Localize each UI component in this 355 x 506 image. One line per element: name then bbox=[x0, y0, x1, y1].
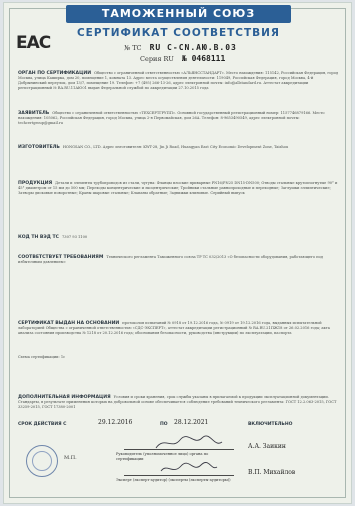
scheme-text: Схема сертификации: 1с bbox=[18, 355, 66, 359]
series-label: Серия RU bbox=[140, 55, 174, 63]
expert-name: В.П. Михайлов bbox=[248, 469, 296, 476]
product-text: Детали и элементы трубопроводов из стали, чугуна: Фланцы плоские приварные PN16/PN25 DN15-DN500; Отводы стальные крутоизогнутые 90° и 45° диаметром от 15 мм до 500 мм; Переходы концентрические и эксцентрические; Тройники стальные равнопроходные и переходные; Заглушки эллиптические; Затворы дисковые поворотные; Краны шаровые стальные; Клапаны обратные; Задвижки клиновые. Серийный выпуск bbox=[18, 181, 338, 195]
series-number bbox=[140, 54, 225, 63]
stamp-mark: М.П. bbox=[64, 455, 77, 461]
expert-role: Эксперт (эксперт-аудитор) (эксперты (эксперты-аудиторы)) bbox=[116, 478, 231, 482]
certification-body-heading: ОРГАН ПО СЕРТИФИКАЦИИ bbox=[18, 71, 92, 76]
manufacturer-heading: ИЗГОТОВИТЕЛЬ bbox=[18, 145, 60, 150]
validity-from-date: 29.12.2016 bbox=[98, 419, 133, 426]
validity-from-label: СРОК ДЕЙСТВИЯ С bbox=[18, 422, 67, 427]
applicant-heading: ЗАЯВИТЕЛЬ bbox=[18, 111, 50, 116]
additional-info-heading: ДОПОЛНИТЕЛЬНАЯ ИНФОРМАЦИЯ bbox=[18, 395, 111, 400]
basis-text: протоколов испытаний № 0918 от 19.12.2016 года, № 0919 от 19.12.2016 года, выданных испытательной лабораторией Общества с ограниченной ответственностью «СДС-ЭКСПЕРТ», аттестат аккредитации регистрационный № RA.RU.21ПЖ18 от 26.02.2016 года; акта анализа состояния производства № 1218 от 20.12.2016 года; обоснования безопасности, руководства (инструкции) по эксплуатации, паспорта bbox=[18, 321, 330, 335]
additional-info-section bbox=[18, 395, 340, 410]
product-heading: ПРОДУКЦИЯ bbox=[18, 181, 53, 186]
head-role: Руководитель (уполномоченное лицо) органа по сертификации bbox=[116, 452, 209, 461]
certificate-title: СЕРТИФИКАТ СООТВЕТСТВИЯ bbox=[76, 27, 281, 39]
tnved-heading: КОД ТН ВЭД ТС bbox=[18, 235, 59, 240]
certificate-sheet bbox=[3, 2, 352, 504]
eac-mark: EAC bbox=[16, 33, 51, 53]
scheme-section bbox=[18, 355, 340, 360]
validity-to-label: ПО bbox=[160, 422, 168, 427]
compliance-section bbox=[18, 255, 340, 265]
tnved-code: 7307 93 1100 bbox=[62, 235, 88, 239]
applicant-text: Общество с ограниченной ответственностью «ТЕХСЕРТГРУПП». Основной государственный регистрационный номер: 1157746879166. Место нахождения: 105062, Российская Федерация, город Москва, улица 2-я Первомайская, дом 26А. Телефон: 8-9653490549, адрес электронной почты: techcertgroup@gmail.ru bbox=[18, 111, 325, 125]
head-name: А.А. Заикин bbox=[248, 443, 286, 450]
basis-heading: СЕРТИФИКАТ ВЫДАН НА ОСНОВАНИИ bbox=[18, 321, 120, 326]
validity-to-date: 28.12.2021 bbox=[174, 419, 209, 426]
manufacturer-text: HONGSAN CO., LTD. Адрес изготовителя: KWT-28, Jin Ji Road, Huangyan East City Economic Development Zone, Taizhou bbox=[62, 145, 289, 149]
manufacturer-section bbox=[18, 145, 340, 150]
applicant-section bbox=[18, 111, 340, 126]
customs-union-banner: ТАМОЖЕННЫЙ СОЮЗ bbox=[66, 5, 291, 23]
official-seal bbox=[26, 445, 58, 477]
compliance-text: Технического регламента Таможенного союза ТР ТС 032/2013 «О безопасности оборудования, работающего под избыточным давлением» bbox=[18, 255, 324, 264]
tnved-section bbox=[18, 235, 340, 240]
certification-body-text: Общество с ограниченной ответственностью «АЛЬЯНССТАНДАРТ». Место нахождения: 115142, Российская Федерация, город Москва, улица Каширка, дом 20, помещение 1, комната 13. Адрес места осуществления деятельности: 119049, Российская Федерация, город Москва, 4-й Добрынинский переулок, дом 13/7, помещение 19. Телефон: +7 (495) 266-13-26, адрес электронной почты: info@allstandard.ru. Аттестат аккредитации регистрационный № RA.RU.11АЮ01 выдан Федеральной службой по аккредитации 27.10.2015 года bbox=[18, 71, 339, 90]
product-section bbox=[18, 181, 340, 196]
series-code: № 0468111 bbox=[181, 54, 226, 63]
registration-prefix: № ТС bbox=[124, 44, 142, 52]
compliance-heading: СООТВЕТСТВУЕТ ТРЕБОВАНИЯМ bbox=[18, 255, 104, 260]
expert-signature-line bbox=[124, 475, 234, 476]
validity-inclusive-label: ВКЛЮЧИТЕЛЬНО bbox=[248, 422, 293, 427]
additional-info-text: Условия и сроки хранения, срок службы указаны в прилагаемой к продукции эксплуатационной документации. Стандарты, в результате применения которых на добровольной основе обеспечивается соблюдение требований технического регламента: ГОСТ 12.2.063-2015, ГОСТ 33259-2015, ГОСТ 17380-2001 bbox=[18, 395, 337, 409]
registration-number bbox=[124, 43, 237, 52]
head-signature-line bbox=[124, 449, 234, 450]
registration-code: RU C-CN.АЮ.В.03 bbox=[149, 43, 237, 52]
certification-body-section bbox=[18, 71, 340, 91]
basis-section bbox=[18, 321, 340, 336]
